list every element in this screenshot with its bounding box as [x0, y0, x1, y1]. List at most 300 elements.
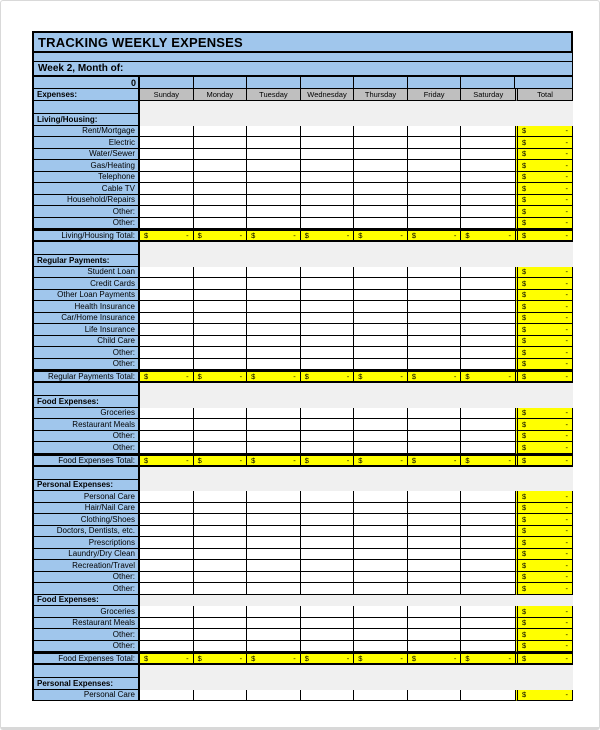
day-cell[interactable] [140, 278, 194, 290]
day-cell[interactable] [140, 218, 194, 230]
day-cell[interactable] [247, 572, 301, 584]
currency-symbol: $ [522, 419, 527, 429]
day-cell[interactable] [354, 290, 408, 302]
day-cell[interactable] [140, 183, 194, 195]
day-cell[interactable] [408, 549, 462, 561]
day-cell[interactable] [461, 290, 515, 302]
day-cell[interactable] [408, 336, 462, 348]
day-cell[interactable] [408, 537, 462, 549]
day-cell[interactable] [408, 267, 462, 279]
day-cell[interactable] [408, 431, 462, 443]
day-cell[interactable] [194, 267, 248, 279]
day-cell[interactable] [194, 442, 248, 454]
day-cell[interactable] [301, 218, 355, 230]
day-cell[interactable] [408, 408, 462, 420]
day-cell[interactable] [301, 206, 355, 218]
day-cell[interactable] [461, 442, 515, 454]
day-cell[interactable] [247, 526, 301, 538]
day-cell[interactable] [194, 324, 248, 336]
day-cell[interactable] [408, 442, 462, 454]
day-cell[interactable] [194, 137, 248, 149]
day-cell[interactable] [354, 267, 408, 279]
day-total-cell [301, 231, 355, 240]
empty-amount: - [565, 491, 568, 501]
day-cell[interactable] [461, 431, 515, 443]
day-cell[interactable] [140, 560, 194, 572]
empty-amount: - [293, 372, 296, 381]
day-cell[interactable] [301, 267, 355, 279]
day-cell[interactable] [247, 537, 301, 549]
day-cell[interactable] [354, 336, 408, 348]
day-cell[interactable] [247, 641, 301, 653]
day-cell[interactable] [247, 629, 301, 641]
day-cell[interactable] [408, 290, 462, 302]
day-cell[interactable] [247, 514, 301, 526]
day-cell[interactable] [140, 583, 194, 595]
day-cell[interactable] [247, 690, 301, 702]
day-cell[interactable] [461, 336, 515, 348]
day-cell[interactable] [194, 218, 248, 230]
day-cell[interactable] [140, 618, 194, 630]
day-cell[interactable] [354, 347, 408, 359]
day-cell[interactable] [301, 560, 355, 572]
day-cell[interactable] [247, 183, 301, 195]
day-cell[interactable] [461, 560, 515, 572]
day-cell[interactable] [194, 336, 248, 348]
day-cell[interactable] [408, 278, 462, 290]
day-cell[interactable] [194, 618, 248, 630]
day-cell[interactable] [140, 690, 194, 702]
day-cell[interactable] [140, 526, 194, 538]
day-cell[interactable] [247, 324, 301, 336]
expense-row [32, 359, 573, 371]
day-cell[interactable] [140, 126, 194, 138]
day-cell[interactable] [408, 572, 462, 584]
day-cell[interactable] [247, 491, 301, 503]
day-cell[interactable] [354, 606, 408, 618]
day-cell[interactable] [461, 206, 515, 218]
day-cell[interactable] [301, 336, 355, 348]
day-cell[interactable] [408, 583, 462, 595]
day-cell[interactable] [354, 126, 408, 138]
day-cell[interactable] [408, 419, 462, 431]
day-cell[interactable] [194, 503, 248, 515]
day-cell[interactable] [194, 629, 248, 641]
day-cell[interactable] [354, 526, 408, 538]
empty-amount: - [565, 267, 568, 277]
day-cell[interactable] [194, 408, 248, 420]
day-cell[interactable] [461, 149, 515, 161]
day-cell[interactable] [301, 324, 355, 336]
day-cell[interactable] [408, 137, 462, 149]
day-cell[interactable] [301, 301, 355, 313]
day-cell[interactable] [194, 549, 248, 561]
currency-symbol: $ [522, 172, 527, 182]
day-cell[interactable] [194, 183, 248, 195]
day-cell[interactable] [301, 408, 355, 420]
day-cell[interactable] [461, 218, 515, 230]
day-cell[interactable] [301, 359, 355, 371]
day-cell[interactable] [408, 503, 462, 515]
day-cell[interactable] [461, 572, 515, 584]
day-cell[interactable] [247, 347, 301, 359]
day-cell[interactable] [194, 290, 248, 302]
day-cell[interactable] [408, 618, 462, 630]
day-cell[interactable] [140, 442, 194, 454]
day-cell[interactable] [194, 491, 248, 503]
day-cell[interactable] [194, 572, 248, 584]
day-cell[interactable] [247, 606, 301, 618]
day-cell[interactable] [301, 572, 355, 584]
section-grand-total-cell [515, 372, 573, 381]
day-cell[interactable] [408, 301, 462, 313]
day-cell[interactable] [461, 419, 515, 431]
day-cell[interactable] [408, 126, 462, 138]
day-cell[interactable] [354, 618, 408, 630]
currency-symbol: $ [522, 629, 527, 639]
day-cell[interactable] [140, 359, 194, 371]
day-cell[interactable] [247, 313, 301, 325]
day-cell[interactable] [140, 491, 194, 503]
day-cell[interactable] [408, 77, 462, 89]
total-cell [515, 77, 573, 89]
day-cell[interactable] [140, 195, 194, 207]
day-cell[interactable] [140, 313, 194, 325]
day-cell[interactable] [194, 560, 248, 572]
day-cell[interactable] [354, 419, 408, 431]
day-cell[interactable] [354, 301, 408, 313]
day-cell[interactable] [194, 77, 248, 89]
day-cell[interactable] [247, 267, 301, 279]
day-cell[interactable] [408, 324, 462, 336]
row-label: Other: [32, 572, 140, 584]
day-cell[interactable] [247, 583, 301, 595]
day-cell[interactable] [354, 206, 408, 218]
day-cell[interactable] [461, 77, 515, 89]
day-cell[interactable] [140, 267, 194, 279]
empty-amount: - [400, 372, 403, 381]
day-cell[interactable] [301, 491, 355, 503]
day-total-cell [194, 231, 248, 240]
day-total-cell [247, 654, 301, 663]
day-cell[interactable] [247, 419, 301, 431]
day-cell[interactable] [408, 160, 462, 172]
day-cell[interactable] [140, 290, 194, 302]
day-cell[interactable] [461, 629, 515, 641]
day-cell[interactable] [354, 278, 408, 290]
day-cell[interactable] [247, 290, 301, 302]
day-cell[interactable] [354, 195, 408, 207]
day-cell[interactable] [408, 491, 462, 503]
currency-symbol: $ [522, 455, 527, 465]
day-cell[interactable] [461, 359, 515, 371]
day-cell[interactable] [247, 618, 301, 630]
day-cell[interactable] [354, 359, 408, 371]
day-cell[interactable] [354, 537, 408, 549]
day-cell[interactable] [140, 160, 194, 172]
day-cell[interactable] [408, 514, 462, 526]
day-cell[interactable] [354, 549, 408, 561]
day-cell[interactable] [301, 347, 355, 359]
day-cell[interactable] [140, 206, 194, 218]
day-cell[interactable] [408, 206, 462, 218]
day-cell[interactable] [301, 290, 355, 302]
day-cell[interactable] [194, 149, 248, 161]
currency-symbol: $ [465, 372, 470, 381]
row-total-cell [515, 606, 573, 618]
day-cell[interactable] [301, 583, 355, 595]
day-cell[interactable] [140, 347, 194, 359]
empty-amount: - [565, 149, 568, 159]
day-cell[interactable] [354, 172, 408, 184]
day-header: Monday [194, 89, 248, 101]
day-cell[interactable] [140, 172, 194, 184]
day-cell[interactable] [140, 641, 194, 653]
day-cell[interactable] [301, 514, 355, 526]
day-cell[interactable] [408, 172, 462, 184]
day-cell[interactable] [461, 137, 515, 149]
day-cell[interactable] [354, 408, 408, 420]
expense-row [32, 629, 573, 641]
row-label: Laundry/Dry Clean [32, 549, 140, 561]
day-cell[interactable] [461, 503, 515, 515]
expense-row [32, 278, 573, 290]
currency-symbol: $ [522, 137, 527, 147]
day-cell[interactable] [247, 336, 301, 348]
expense-row [32, 313, 573, 325]
day-cell[interactable] [461, 172, 515, 184]
day-cell[interactable] [461, 126, 515, 138]
day-cell[interactable] [301, 537, 355, 549]
day-cell[interactable] [140, 336, 194, 348]
day-cell[interactable] [461, 583, 515, 595]
day-cell[interactable] [461, 526, 515, 538]
day-cell[interactable] [301, 549, 355, 561]
day-cell[interactable] [194, 431, 248, 443]
day-cell[interactable] [301, 419, 355, 431]
empty-amount: - [565, 372, 568, 381]
day-cell[interactable] [140, 537, 194, 549]
day-cell[interactable] [461, 491, 515, 503]
day-cell[interactable] [194, 359, 248, 371]
day-cell[interactable] [194, 641, 248, 653]
day-cell[interactable] [194, 526, 248, 538]
day-cell[interactable] [408, 359, 462, 371]
day-cell[interactable] [354, 629, 408, 641]
day-cell[interactable] [247, 149, 301, 161]
day-cell[interactable] [194, 195, 248, 207]
day-cell[interactable] [354, 313, 408, 325]
day-cell[interactable] [194, 206, 248, 218]
day-cell[interactable] [301, 606, 355, 618]
day-cell[interactable] [194, 301, 248, 313]
currency-symbol: $ [411, 372, 417, 381]
day-cell[interactable] [461, 549, 515, 561]
day-cell[interactable] [301, 618, 355, 630]
day-cell[interactable] [354, 560, 408, 572]
day-cell[interactable] [194, 347, 248, 359]
day-cell[interactable] [194, 419, 248, 431]
day-cell[interactable] [354, 514, 408, 526]
day-cell[interactable] [461, 195, 515, 207]
day-cell[interactable] [354, 442, 408, 454]
empty-amount: - [565, 641, 568, 651]
day-cell[interactable] [194, 126, 248, 138]
day-cell[interactable] [354, 491, 408, 503]
day-cell[interactable] [461, 267, 515, 279]
currency-symbol: $ [411, 654, 417, 663]
day-cell[interactable] [194, 690, 248, 702]
day-cell[interactable] [140, 549, 194, 561]
day-cell[interactable] [247, 137, 301, 149]
day-cell[interactable] [140, 606, 194, 618]
day-cell[interactable] [194, 583, 248, 595]
day-cell[interactable] [194, 160, 248, 172]
day-cell[interactable] [354, 183, 408, 195]
day-cell[interactable] [194, 313, 248, 325]
day-cell[interactable] [247, 218, 301, 230]
day-cell[interactable] [247, 503, 301, 515]
day-cell[interactable] [301, 77, 355, 89]
day-cell[interactable] [194, 537, 248, 549]
day-cell[interactable] [354, 503, 408, 515]
day-cell[interactable] [408, 218, 462, 230]
day-cell[interactable] [247, 549, 301, 561]
day-cell[interactable] [247, 442, 301, 454]
day-cell[interactable] [461, 324, 515, 336]
day-cell[interactable] [461, 301, 515, 313]
day-cell[interactable] [247, 301, 301, 313]
day-cell[interactable] [247, 359, 301, 371]
day-total-cell [461, 231, 515, 240]
day-cell[interactable] [461, 690, 515, 702]
day-cell[interactable] [301, 431, 355, 443]
day-cell[interactable] [194, 278, 248, 290]
section-total-label: Food Expenses Total: [32, 654, 140, 663]
day-cell[interactable] [301, 690, 355, 702]
day-cell[interactable] [354, 137, 408, 149]
day-cell[interactable] [140, 137, 194, 149]
day-cell[interactable] [461, 313, 515, 325]
day-cell[interactable] [194, 606, 248, 618]
day-cell[interactable] [301, 503, 355, 515]
day-cell[interactable] [301, 160, 355, 172]
day-cell[interactable] [301, 149, 355, 161]
day-cell[interactable] [140, 431, 194, 443]
day-cell[interactable] [408, 149, 462, 161]
day-cell[interactable] [408, 690, 462, 702]
day-cell[interactable] [354, 641, 408, 653]
row-label: Other: [32, 583, 140, 595]
currency-symbol: $ [522, 301, 527, 311]
day-cell[interactable] [247, 77, 301, 89]
day-cell[interactable] [408, 606, 462, 618]
day-cell[interactable] [247, 126, 301, 138]
day-cell[interactable] [301, 172, 355, 184]
day-cell[interactable] [461, 641, 515, 653]
day-cell[interactable] [461, 160, 515, 172]
day-cell[interactable] [140, 419, 194, 431]
currency-symbol: $ [304, 231, 309, 240]
day-cell[interactable] [408, 629, 462, 641]
day-cell[interactable] [140, 503, 194, 515]
day-cell[interactable] [140, 149, 194, 161]
day-cell[interactable] [247, 206, 301, 218]
day-cell[interactable] [140, 514, 194, 526]
day-cell[interactable] [301, 629, 355, 641]
day-cell[interactable] [247, 195, 301, 207]
day-cell[interactable] [301, 195, 355, 207]
day-cell[interactable] [194, 172, 248, 184]
day-cell[interactable] [247, 160, 301, 172]
day-cell[interactable] [140, 324, 194, 336]
day-cell[interactable] [408, 183, 462, 195]
empty-amount: - [565, 654, 568, 663]
day-cell[interactable] [354, 77, 408, 89]
day-cell[interactable] [461, 537, 515, 549]
day-cell[interactable] [354, 324, 408, 336]
day-cell[interactable] [301, 137, 355, 149]
day-cell[interactable] [354, 149, 408, 161]
day-cell[interactable] [247, 431, 301, 443]
day-cell[interactable] [301, 442, 355, 454]
day-cell[interactable] [140, 408, 194, 420]
day-cell[interactable] [301, 526, 355, 538]
day-cell[interactable] [461, 347, 515, 359]
week-value-cell[interactable]: 0 [32, 77, 140, 89]
day-cell[interactable] [140, 301, 194, 313]
day-cell[interactable] [461, 183, 515, 195]
day-cell[interactable] [301, 183, 355, 195]
day-cell[interactable] [461, 618, 515, 630]
currency-symbol: $ [522, 231, 527, 240]
day-cell[interactable] [140, 629, 194, 641]
day-cell[interactable] [408, 347, 462, 359]
day-cell[interactable] [301, 641, 355, 653]
day-cell[interactable] [354, 218, 408, 230]
day-cell[interactable] [461, 408, 515, 420]
day-cell[interactable] [301, 278, 355, 290]
day-cell[interactable] [354, 160, 408, 172]
day-cell[interactable] [408, 641, 462, 653]
day-cell[interactable] [354, 690, 408, 702]
currency-symbol: $ [522, 267, 527, 277]
day-cell[interactable] [140, 572, 194, 584]
day-cell[interactable] [247, 408, 301, 420]
expense-row [32, 347, 573, 359]
empty-amount: - [565, 324, 568, 334]
day-cell[interactable] [301, 313, 355, 325]
day-cell[interactable] [461, 606, 515, 618]
day-cell[interactable] [354, 572, 408, 584]
day-cell[interactable] [247, 172, 301, 184]
day-cell[interactable] [408, 526, 462, 538]
day-cell[interactable] [408, 313, 462, 325]
day-cell[interactable] [301, 126, 355, 138]
day-cell[interactable] [140, 77, 194, 89]
day-cell[interactable] [354, 583, 408, 595]
day-cell[interactable] [461, 278, 515, 290]
row-label: Clothing/Shoes [32, 514, 140, 526]
day-cell[interactable] [408, 560, 462, 572]
day-cell[interactable] [194, 514, 248, 526]
day-cell[interactable] [354, 431, 408, 443]
day-cell[interactable] [408, 195, 462, 207]
day-cell[interactable] [461, 514, 515, 526]
day-cell[interactable] [247, 560, 301, 572]
row-total-cell [515, 537, 573, 549]
day-cell[interactable] [247, 278, 301, 290]
